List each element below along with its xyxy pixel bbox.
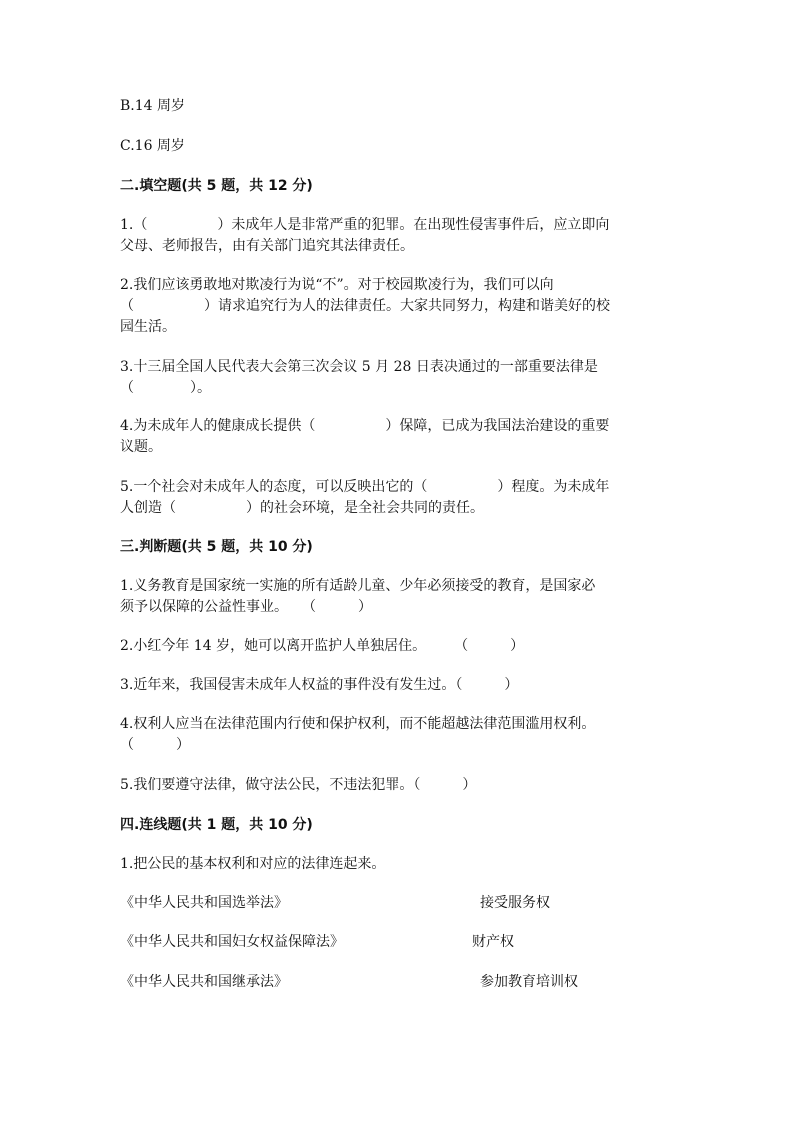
fill-q5-line1: 5.一个社会对未成年人的态度，可以反映出它的（ ）程度。为未成年 <box>120 479 610 495</box>
match-q1: 1.把公民的基本权利和对应的法律连起来。 <box>120 856 386 872</box>
section-4-heading: 四.连线题(共 1 题，共 10 分) <box>120 817 313 833</box>
match-right-item: 接受服务权 <box>480 895 550 911</box>
option-b: B.14 周岁 <box>120 98 186 114</box>
match-right-item: 财产权 <box>472 934 514 950</box>
fill-q1-line2: 父母、老师报告，由有关部门追究其法律责任。 <box>120 238 414 254</box>
fill-q5-line2: 人创造（ ）的社会环境，是全社会共同的责任。 <box>120 500 484 516</box>
judge-q5: 5.我们要遵守法律，做守法公民，不违法犯罪。（ ） <box>120 777 477 793</box>
fill-q2-line3: 园生活。 <box>120 319 176 335</box>
match-left-item: 《中华人民共和国继承法》 <box>120 974 288 990</box>
fill-q4-line1: 4.为未成年人的健康成长提供（ ）保障，已成为我国法治建设的重要 <box>120 418 610 434</box>
judge-q4-line1: 4.权利人应当在法律范围内行使和保护权利，而不能超越法律范围滥用权利。 <box>120 716 596 732</box>
fill-q3-line2: （ ）。 <box>120 380 211 396</box>
judge-q3: 3.近年来，我国侵害未成年人权益的事件没有发生过。（ ） <box>120 677 519 693</box>
match-left-item: 《中华人民共和国选举法》 <box>120 895 288 911</box>
option-c: C.16 周岁 <box>120 138 185 154</box>
fill-q1-line1: 1.（ ）未成年人是非常严重的犯罪。在出现性侵害事件后，应立即向 <box>120 217 610 233</box>
section-2-heading: 二.填空题(共 5 题，共 12 分) <box>120 178 313 194</box>
fill-q2-line2: （ ）请求追究行为人的法律责任。大家共同努力，构建和谐美好的校 <box>120 298 610 314</box>
match-left-item: 《中华人民共和国妇女权益保障法》 <box>120 934 344 950</box>
judge-q4-line2: （ ） <box>120 737 190 753</box>
judge-q1-line2: 须予以保障的公益性事业。 （ ） <box>120 599 372 615</box>
judge-q1-line1: 1.义务教育是国家统一实施的所有适龄儿童、少年必须接受的教育，是国家必 <box>120 578 596 594</box>
fill-q2-line1: 2.我们应该勇敢地对欺凌行为说“不”。对于校园欺凌行为，我们可以向 <box>120 277 554 293</box>
judge-q2: 2.小红今年 14 岁，她可以离开监护人单独居住。 （ ） <box>120 638 525 654</box>
section-3-heading: 三.判断题(共 5 题，共 10 分) <box>120 539 313 555</box>
fill-q4-line2: 议题。 <box>120 439 162 455</box>
match-right-item: 参加教育培训权 <box>480 974 578 990</box>
fill-q3-line1: 3.十三届全国人民代表大会第三次会议 5 月 28 日表决通过的一部重要法律是 <box>120 359 598 375</box>
